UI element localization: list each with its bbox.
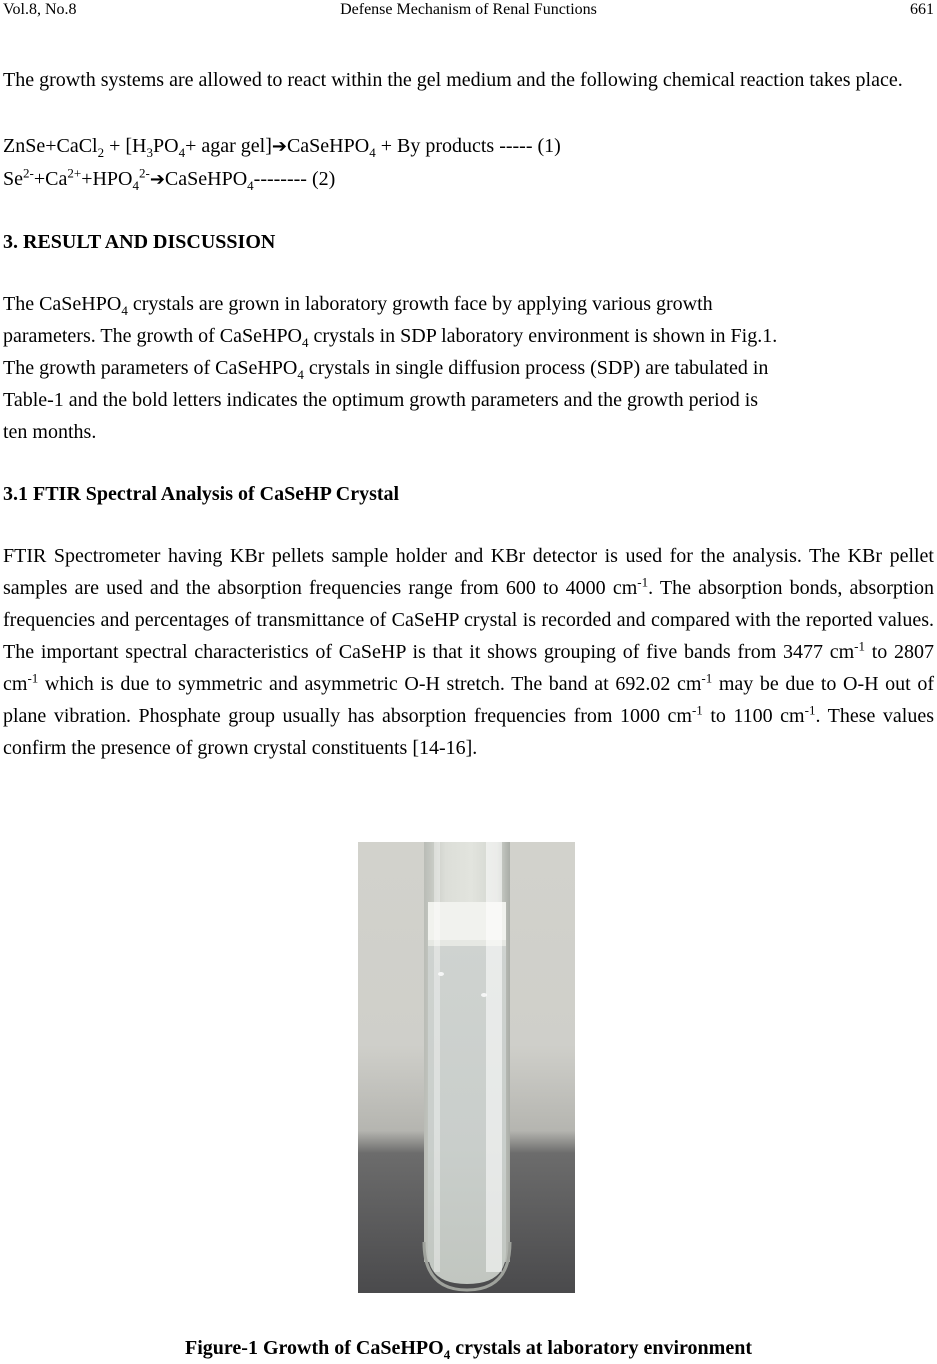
page-number: 661 — [910, 1, 934, 18]
reaction-arrow-icon: ➔ — [271, 136, 287, 157]
equation-1: ZnSe+CaCl$_2$ + [$H_3PO_4+$ agar gel]➔CaSeHPO$_4$ + By products ----- (1) — [3, 135, 561, 160]
running-header — [3, 0, 934, 22]
results-paragraph: The CaSeHPO$_4$ crystals are grown in laboratory growth face by applying various growth parameters. The growth of CaSeHPO$_4$ crystals in SDP laboratory environment is shown in Fig.1. The growth parameters of CaSeHPO$_4$ crystals in single diffusion process (SDP) are tabulated in Table-1 and the bold letters indicates the optimum growth parameters and the growth period is ten months. — [3, 293, 778, 443]
article-body — [3, 64, 934, 764]
section-heading-results: 3. RESULT AND DISCUSSION — [3, 231, 276, 253]
running-title: Defense Mechanism of Renal Functions — [340, 1, 597, 18]
reaction-arrow-icon: ➔ — [149, 169, 165, 190]
figure-test-tube-photo — [358, 842, 575, 1293]
ftir-paragraph: FTIR Spectrometer having KBr pellets sample holder and KBr detector is used for the analysis. The KBr pellet samples are used and the absorption frequencies range from 600 to 4000 $cm^{-1}$. The absorption bonds, absorption frequencies and percentages of transmittance of CaSeHP crystal is recorded and compared with the reported values. The important spectral characteristics of CaSeHP is that it shows grouping of five bands from 3477 $cm^{-1}$ to 2807 $cm^{-1}$ which is due to symmetric and asymmetric O-H stretch. The band at 692.02 $cm^{-1}$ may be due to O-H out of plane vibration. Phosphate group usually has absorption frequencies from 1000 $cm^{-1}$ to 1100 $cm^{-1}$. These values confirm the presence of grown crystal constituents [14-16]. — [3, 545, 934, 759]
intro-paragraph: The growth systems are allowed to react within the gel medium and the following chemical reaction takes place. — [3, 69, 903, 91]
test-tube-illustration — [358, 842, 575, 1293]
journal-volume: Vol.8, No.8 — [3, 1, 77, 18]
section-heading-ftir: 3.1 FTIR Spectral Analysis of CaSeHP Crystal — [3, 483, 400, 505]
figure-caption: Figure-1 Growth of CaSeHPO$_4$ crystals at laboratory environment — [185, 1337, 752, 1362]
equation-2: $Se^{2-}+Ca^{2+}+HPO_4^{2-}➔CaSeHPO_4--------$ (2) — [3, 165, 336, 193]
